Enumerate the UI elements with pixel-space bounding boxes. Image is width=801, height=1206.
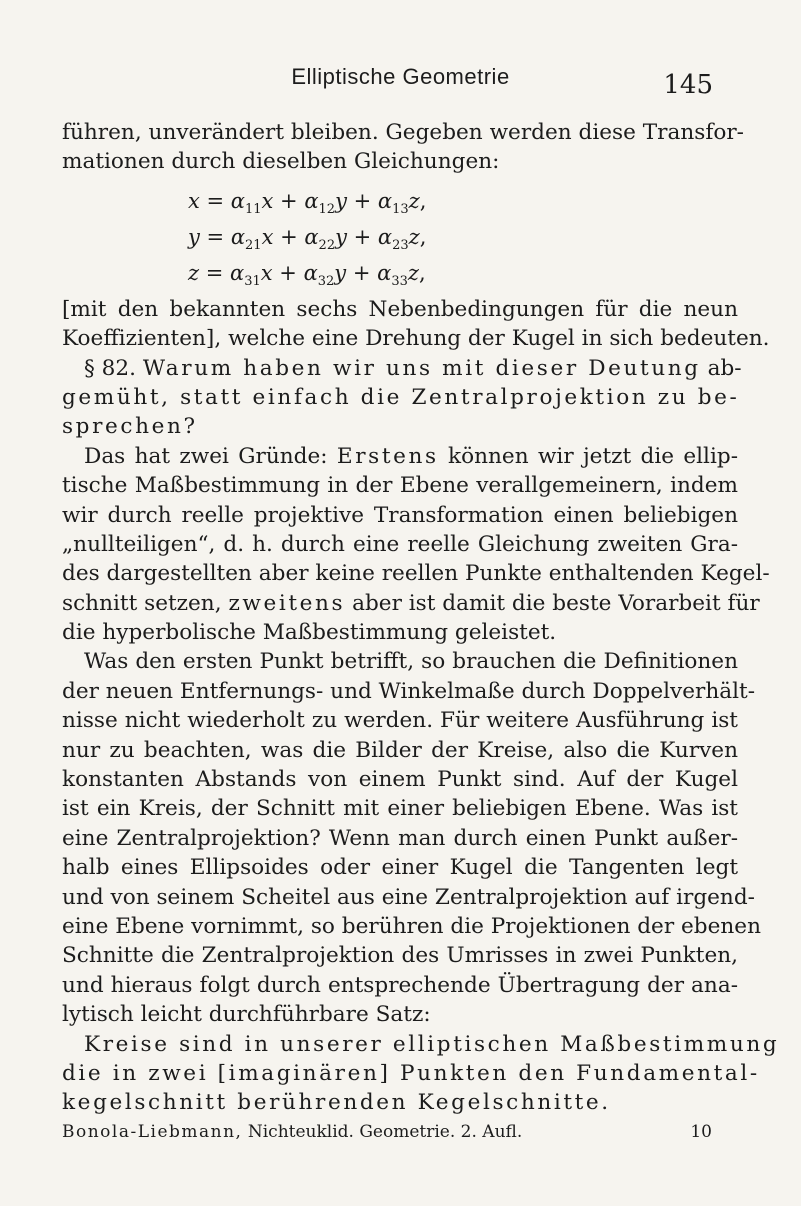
text-line: Das hat zwei Gründe: Erstens können wir jetzt die ellip-: [84, 443, 738, 469]
text-line: führen, unverändert bleiben. Gegeben werden diese Transfor-: [62, 120, 744, 145]
signature-mark: 10: [690, 1121, 712, 1142]
section-heading-line: § 82. Warum haben wir uns mit dieser Deutung ab-: [84, 355, 742, 381]
spaced-text: zweitens: [228, 590, 346, 616]
text-line: wir durch reelle projektive Transformation einen beliebigen: [62, 502, 738, 528]
theorem-line: kegelschnitt berührenden Kegelschnitte.: [62, 1090, 611, 1116]
theorem-line: Kreise sind in unserer elliptischen Maßbestimmung: [84, 1031, 780, 1057]
text-line: nur zu beachten, was die Bilder der Kreise, also die Kurven: [62, 737, 738, 763]
running-head: [0, 62, 801, 100]
text-line: der neuen Entfernungs- und Winkelmaße durch Doppelverhält-: [62, 678, 756, 704]
text-line: mationen durch dieselben Gleichungen:: [62, 149, 500, 175]
text-line: [mit den bekannten sechs Nebenbedingungen für die neun: [62, 296, 738, 322]
footer-authors: Bonola-Liebmann,: [62, 1121, 243, 1142]
text-line: eine Zentralprojektion? Wenn man durch einen Punkt außer-: [62, 825, 738, 851]
text-line: lytisch leicht durchführbare Satz:: [62, 1002, 431, 1028]
text-line: eine Ebene vornimmt, so berühren die Projektionen der ebenen: [62, 913, 761, 939]
text-line: tische Maßbestimmung in der Ebene verallgemeinern, indem: [62, 473, 738, 499]
text-line: des dargestellten aber keine reellen Punkte enthaltenden Kegel-: [62, 561, 770, 587]
section-number: § 82.: [84, 355, 143, 381]
signature-line: [62, 1118, 738, 1146]
page-body: [62, 118, 780, 1146]
text-line: „nullteiligen“, d. h. durch eine reelle Gleichung zweiten Gra-: [62, 531, 738, 557]
footer-citation: [62, 1122, 522, 1142]
text-line: Schnitte die Zentralprojektion des Umrisses in zwei Punkten,: [62, 943, 738, 969]
spaced-text: Warum haben wir uns mit dieser Deutung: [142, 355, 701, 381]
footer-work: Nichteuklid. Geometrie. 2. Aufl.: [242, 1121, 523, 1142]
theorem-line: die in zwei [imaginären] Punkten den Fundamental-: [62, 1060, 760, 1086]
text-line: Was den ersten Punkt betrifft, so brauchen die Definitionen: [84, 649, 738, 675]
text-line: und hieraus folgt durch entsprechende Übertragung der ana-: [62, 972, 738, 998]
text-line: die hyperbolische Maßbestimmung geleistet.: [62, 620, 557, 646]
spaced-text: sprechen?: [62, 414, 198, 440]
spaced-text: Erstens: [336, 443, 439, 469]
text-line: Koeffizienten], welche eine Drehung der Kugel in sich bedeuten.: [62, 326, 770, 352]
text-line: ist ein Kreis, der Schnitt mit einer beliebigen Ebene. Was ist: [62, 796, 738, 822]
equation-row: $x = \alpha_{11}x + \alpha_{12}y + \alpha_{13}z$,: [188, 188, 427, 217]
equation-row: $z = \alpha_{31}x + \alpha_{32}y + \alpha_{33}z$,: [188, 260, 426, 289]
text-line: nisse nicht wiederholt zu werden. Für weitere Ausführung ist: [62, 708, 738, 734]
spaced-text: gemüht, statt einfach die Zentralprojektion zu be-: [62, 384, 740, 410]
equation-block: [62, 183, 738, 291]
running-title: Elliptische Geometrie: [291, 64, 510, 89]
page-number: 145: [663, 70, 713, 100]
text-line: konstanten Abstands von einem Punkt sind. Auf der Kugel: [62, 767, 738, 793]
text-line: halb eines Ellipsoides oder einer Kugel die Tangenten legt: [62, 855, 738, 881]
text-line: schnitt setzen, zweitens aber ist damit die beste Vorarbeit für: [62, 590, 760, 616]
equation-row: $y = \alpha_{21}x + \alpha_{22}y + \alpha_{23}z$,: [188, 224, 427, 253]
text-line: und von seinem Scheitel aus eine Zentralprojektion auf irgend-: [62, 884, 755, 910]
